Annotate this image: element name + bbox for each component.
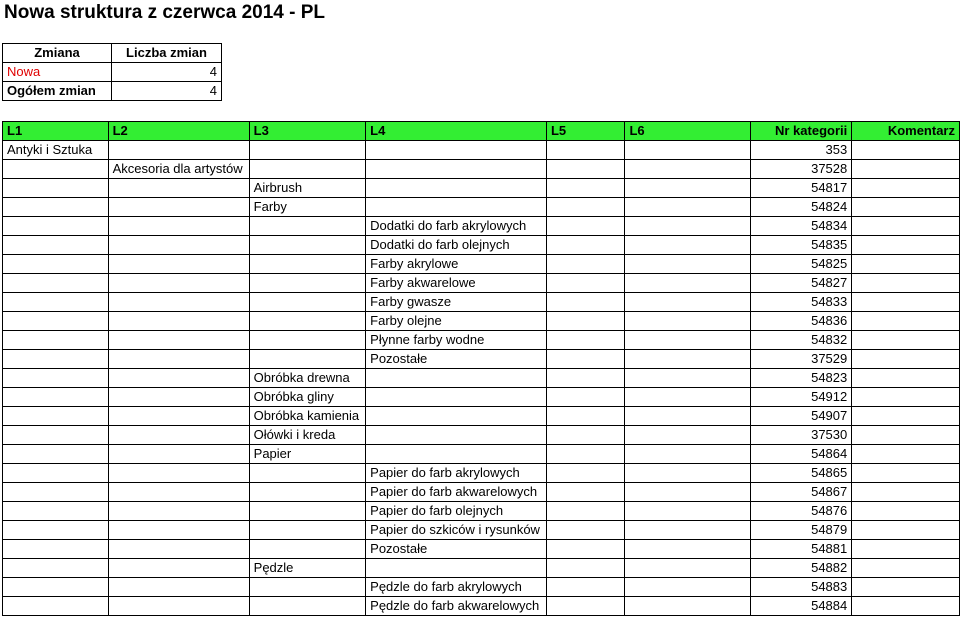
table-row — [3, 388, 960, 407]
table-row — [3, 369, 960, 388]
category-name: Antyki i Sztuka — [7, 142, 93, 157]
category-name: Farby — [253, 199, 287, 214]
category-name: Dodatki do farb olejnych — [370, 237, 510, 252]
empty-cell[interactable] — [625, 160, 750, 179]
empty-cell[interactable] — [625, 407, 750, 426]
page-title: Nowa struktura z czerwca 2014 - PL — [4, 2, 326, 23]
empty-cell[interactable] — [625, 274, 750, 293]
category-name: Farby olejne — [370, 313, 442, 328]
category-number-cell[interactable]: 353 — [750, 141, 851, 160]
empty-cell[interactable] — [366, 407, 547, 426]
empty-cell[interactable] — [108, 540, 249, 559]
summary-header-change[interactable]: Zmiana — [3, 44, 112, 63]
empty-cell[interactable] — [625, 293, 750, 312]
empty-cell[interactable] — [3, 331, 109, 350]
category-number-cell[interactable]: 54882 — [750, 559, 851, 578]
empty-cell[interactable] — [546, 559, 625, 578]
table-row — [3, 274, 960, 293]
category-name: Airbrush — [253, 180, 303, 195]
comment-cell[interactable] — [852, 559, 960, 578]
empty-cell[interactable] — [546, 578, 625, 597]
category-name: Papier do szkiców i rysunków — [370, 522, 540, 537]
category-name: Pozostałe — [370, 351, 428, 366]
empty-cell[interactable] — [366, 369, 547, 388]
empty-cell[interactable] — [108, 141, 249, 160]
comment-cell[interactable] — [852, 331, 960, 350]
empty-cell[interactable] — [108, 464, 249, 483]
empty-cell[interactable] — [3, 255, 109, 274]
category-name: Farby gwasze — [370, 294, 452, 309]
header-l5[interactable]: L5 — [546, 122, 625, 141]
empty-cell[interactable] — [546, 274, 625, 293]
empty-cell[interactable] — [625, 559, 750, 578]
empty-cell[interactable] — [3, 217, 109, 236]
category-name-cell[interactable] — [366, 312, 547, 331]
category-name: Papier — [253, 446, 292, 461]
category-name: Papier do farb akwarelowych — [370, 484, 538, 499]
category-name-cell[interactable] — [366, 540, 547, 559]
empty-cell[interactable] — [366, 179, 547, 198]
comment-cell[interactable] — [852, 198, 960, 217]
comment-cell[interactable] — [852, 540, 960, 559]
empty-cell[interactable] — [546, 141, 625, 160]
empty-cell[interactable] — [3, 540, 109, 559]
empty-cell[interactable] — [366, 141, 547, 160]
empty-cell[interactable] — [249, 540, 366, 559]
category-number-cell[interactable]: 37529 — [750, 350, 851, 369]
comment-cell[interactable] — [852, 255, 960, 274]
category-number-cell[interactable]: 54836 — [750, 312, 851, 331]
empty-cell[interactable] — [108, 407, 249, 426]
empty-cell[interactable] — [546, 255, 625, 274]
empty-cell[interactable] — [625, 445, 750, 464]
empty-cell[interactable] — [108, 255, 249, 274]
header-l4[interactable]: L4 — [366, 122, 547, 141]
empty-cell[interactable] — [249, 521, 366, 540]
empty-cell[interactable] — [546, 464, 625, 483]
category-number-cell[interactable]: 54823 — [750, 369, 851, 388]
category-number-cell[interactable]: 54912 — [750, 388, 851, 407]
empty-cell[interactable] — [108, 502, 249, 521]
comment-cell[interactable] — [852, 274, 960, 293]
table-row — [3, 521, 960, 540]
empty-cell[interactable] — [546, 312, 625, 331]
table-row — [3, 483, 960, 502]
comment-cell[interactable] — [852, 236, 960, 255]
summary-label-total[interactable]: Ogółem zmian — [3, 82, 112, 101]
comment-cell[interactable] — [852, 426, 960, 445]
category-number-cell[interactable]: 54864 — [750, 445, 851, 464]
empty-cell[interactable] — [546, 179, 625, 198]
category-number-cell[interactable]: 54833 — [750, 293, 851, 312]
empty-cell[interactable] — [366, 160, 547, 179]
category-number-cell[interactable]: 37528 — [750, 160, 851, 179]
category-number-cell[interactable]: 54832 — [750, 331, 851, 350]
table-row — [3, 293, 960, 312]
empty-cell[interactable] — [625, 464, 750, 483]
empty-cell[interactable] — [3, 388, 109, 407]
category-name: Pędzle do farb akwarelowych — [370, 598, 540, 613]
empty-cell[interactable] — [546, 160, 625, 179]
header-l6[interactable]: L6 — [625, 122, 750, 141]
empty-cell[interactable] — [108, 236, 249, 255]
category-name-cell[interactable] — [366, 331, 547, 350]
category-number-cell[interactable]: 54865 — [750, 464, 851, 483]
category-name: Dodatki do farb akrylowych — [370, 218, 527, 233]
category-name: Papier do farb akrylowych — [370, 465, 520, 480]
category-number-cell[interactable]: 54834 — [750, 217, 851, 236]
summary-header-count[interactable]: Liczba zmian — [112, 44, 222, 63]
empty-cell[interactable] — [3, 293, 109, 312]
empty-cell[interactable] — [625, 521, 750, 540]
category-number-cell[interactable]: 54867 — [750, 483, 851, 502]
empty-cell[interactable] — [3, 369, 109, 388]
header-comment[interactable]: Komentarz — [852, 122, 960, 141]
empty-cell[interactable] — [625, 502, 750, 521]
table-row — [3, 578, 960, 597]
empty-cell[interactable] — [546, 521, 625, 540]
category-name-cell[interactable] — [249, 445, 366, 464]
empty-cell[interactable] — [625, 179, 750, 198]
empty-cell[interactable] — [546, 198, 625, 217]
empty-cell[interactable] — [3, 179, 109, 198]
header-l3[interactable]: L3 — [249, 122, 366, 141]
category-number-cell[interactable]: 54883 — [750, 578, 851, 597]
empty-cell[interactable] — [108, 445, 249, 464]
table-row — [3, 597, 960, 616]
category-name-cell[interactable] — [249, 407, 366, 426]
empty-cell[interactable] — [546, 597, 625, 616]
category-table — [2, 121, 960, 616]
empty-cell[interactable] — [546, 483, 625, 502]
empty-cell[interactable] — [249, 597, 366, 616]
empty-cell[interactable] — [108, 388, 249, 407]
empty-cell[interactable] — [249, 502, 366, 521]
table-row — [3, 160, 960, 179]
category-name-cell[interactable] — [366, 521, 547, 540]
category-name-cell[interactable] — [366, 597, 547, 616]
empty-cell[interactable] — [108, 274, 249, 293]
table-row — [3, 141, 960, 160]
table-row — [3, 540, 960, 559]
empty-cell[interactable] — [3, 407, 109, 426]
comment-cell[interactable] — [852, 312, 960, 331]
empty-cell[interactable] — [108, 198, 249, 217]
category-name-cell[interactable] — [366, 483, 547, 502]
comment-cell[interactable] — [852, 502, 960, 521]
table-row — [3, 217, 960, 236]
category-name-cell[interactable] — [366, 578, 547, 597]
empty-cell[interactable] — [249, 217, 366, 236]
empty-cell[interactable] — [625, 426, 750, 445]
empty-cell[interactable] — [625, 198, 750, 217]
category-name-cell[interactable] — [249, 198, 366, 217]
summary-value-total[interactable]: 4 — [112, 82, 222, 101]
comment-cell[interactable] — [852, 217, 960, 236]
empty-cell[interactable] — [249, 464, 366, 483]
table-row — [3, 312, 960, 331]
category-name-cell[interactable] — [249, 369, 366, 388]
empty-cell[interactable] — [249, 312, 366, 331]
category-name-cell[interactable] — [249, 388, 366, 407]
category-name-cell[interactable] — [366, 274, 547, 293]
empty-cell[interactable] — [108, 179, 249, 198]
empty-cell[interactable] — [108, 350, 249, 369]
category-name-cell[interactable] — [249, 559, 366, 578]
empty-cell[interactable] — [108, 426, 249, 445]
table-row — [3, 179, 960, 198]
empty-cell[interactable] — [546, 236, 625, 255]
comment-cell[interactable] — [852, 369, 960, 388]
category-number-cell[interactable]: 54825 — [750, 255, 851, 274]
category-name-cell[interactable] — [3, 141, 109, 160]
empty-cell[interactable] — [625, 255, 750, 274]
category-number-cell[interactable]: 54884 — [750, 597, 851, 616]
empty-cell[interactable] — [625, 312, 750, 331]
category-number-cell[interactable]: 54835 — [750, 236, 851, 255]
empty-cell[interactable] — [366, 426, 547, 445]
empty-cell[interactable] — [249, 293, 366, 312]
table-row — [3, 255, 960, 274]
table-header-row — [3, 122, 960, 141]
category-name-cell[interactable] — [366, 502, 547, 521]
category-number-cell[interactable]: 54824 — [750, 198, 851, 217]
comment-cell[interactable] — [852, 179, 960, 198]
empty-cell[interactable] — [625, 578, 750, 597]
empty-cell[interactable] — [108, 331, 249, 350]
empty-cell[interactable] — [625, 369, 750, 388]
empty-cell[interactable] — [249, 236, 366, 255]
category-name: Pędzle — [253, 560, 294, 575]
empty-cell[interactable] — [546, 540, 625, 559]
table-row — [3, 236, 960, 255]
table-row — [3, 426, 960, 445]
category-name-cell[interactable] — [108, 160, 249, 179]
category-name-cell[interactable] — [366, 217, 547, 236]
empty-cell[interactable] — [366, 445, 547, 464]
header-l1[interactable]: L1 — [3, 122, 109, 141]
category-name-cell[interactable] — [249, 179, 366, 198]
empty-cell[interactable] — [366, 198, 547, 217]
category-number-cell[interactable]: 54879 — [750, 521, 851, 540]
comment-cell[interactable] — [852, 141, 960, 160]
empty-cell[interactable] — [3, 198, 109, 217]
empty-cell[interactable] — [249, 578, 366, 597]
table-row — [3, 559, 960, 578]
empty-cell[interactable] — [625, 217, 750, 236]
category-name-cell[interactable] — [249, 426, 366, 445]
comment-cell[interactable] — [852, 578, 960, 597]
category-name: Obróbka gliny — [253, 389, 334, 404]
empty-cell[interactable] — [546, 502, 625, 521]
table-row — [3, 407, 960, 426]
category-name: Płynne farby wodne — [370, 332, 485, 347]
empty-cell[interactable] — [3, 236, 109, 255]
header-l2[interactable]: L2 — [108, 122, 249, 141]
empty-cell[interactable] — [546, 407, 625, 426]
empty-cell[interactable] — [625, 388, 750, 407]
summary-value-new[interactable]: 4 — [112, 63, 222, 82]
empty-cell[interactable] — [108, 369, 249, 388]
empty-cell[interactable] — [3, 559, 109, 578]
table-row — [3, 502, 960, 521]
empty-cell[interactable] — [625, 331, 750, 350]
empty-cell[interactable] — [249, 483, 366, 502]
empty-cell[interactable] — [3, 445, 109, 464]
category-name-cell[interactable] — [366, 293, 547, 312]
category-number-cell[interactable]: 54876 — [750, 502, 851, 521]
empty-cell[interactable] — [546, 388, 625, 407]
empty-cell[interactable] — [546, 350, 625, 369]
category-name: Pozostałe — [370, 541, 428, 556]
empty-cell[interactable] — [108, 559, 249, 578]
comment-cell[interactable] — [852, 521, 960, 540]
empty-cell[interactable] — [625, 540, 750, 559]
summary-table — [2, 43, 222, 101]
comment-cell[interactable] — [852, 388, 960, 407]
empty-cell[interactable] — [546, 293, 625, 312]
category-number-cell[interactable]: 54817 — [750, 179, 851, 198]
category-name-cell[interactable] — [366, 350, 547, 369]
category-name: Papier do farb olejnych — [370, 503, 504, 518]
category-name: Obróbka drewna — [253, 370, 350, 385]
category-name: Obróbka kamienia — [253, 408, 360, 423]
empty-cell[interactable] — [366, 388, 547, 407]
category-name-cell[interactable] — [366, 464, 547, 483]
table-row — [3, 445, 960, 464]
empty-cell[interactable] — [108, 597, 249, 616]
empty-cell[interactable] — [546, 426, 625, 445]
empty-cell[interactable] — [546, 369, 625, 388]
empty-cell[interactable] — [3, 464, 109, 483]
summary-label-new[interactable]: Nowa — [3, 63, 112, 82]
header-category-number[interactable]: Nr kategorii — [750, 122, 851, 141]
comment-cell[interactable] — [852, 464, 960, 483]
category-number-cell[interactable]: 54881 — [750, 540, 851, 559]
empty-cell[interactable] — [3, 312, 109, 331]
empty-cell[interactable] — [3, 502, 109, 521]
empty-cell[interactable] — [108, 578, 249, 597]
table-row — [3, 198, 960, 217]
category-name: Akcesoria dla artystów — [112, 161, 243, 176]
category-number-cell[interactable]: 54827 — [750, 274, 851, 293]
empty-cell[interactable] — [625, 236, 750, 255]
empty-cell[interactable] — [3, 483, 109, 502]
table-row — [3, 331, 960, 350]
empty-cell[interactable] — [108, 483, 249, 502]
category-name: Farby akrylowe — [370, 256, 459, 271]
table-row — [3, 350, 960, 369]
empty-cell[interactable] — [108, 521, 249, 540]
empty-cell[interactable] — [546, 331, 625, 350]
empty-cell[interactable] — [108, 293, 249, 312]
category-name: Pędzle do farb akrylowych — [370, 579, 522, 594]
comment-cell[interactable] — [852, 160, 960, 179]
empty-cell[interactable] — [625, 483, 750, 502]
comment-cell[interactable] — [852, 445, 960, 464]
category-name: Ołówki i kreda — [253, 427, 336, 442]
empty-cell[interactable] — [249, 350, 366, 369]
category-number-cell[interactable]: 37530 — [750, 426, 851, 445]
empty-cell[interactable] — [249, 274, 366, 293]
empty-cell[interactable] — [249, 160, 366, 179]
category-name: Farby akwarelowe — [370, 275, 476, 290]
empty-cell[interactable] — [249, 331, 366, 350]
empty-cell[interactable] — [3, 578, 109, 597]
empty-cell[interactable] — [3, 521, 109, 540]
empty-cell[interactable] — [3, 350, 109, 369]
empty-cell[interactable] — [3, 160, 109, 179]
empty-cell[interactable] — [3, 274, 109, 293]
comment-cell[interactable] — [852, 483, 960, 502]
table-row — [3, 464, 960, 483]
empty-cell[interactable] — [546, 445, 625, 464]
comment-cell[interactable] — [852, 597, 960, 616]
comment-cell[interactable] — [852, 350, 960, 369]
empty-cell[interactable] — [366, 559, 547, 578]
comment-cell[interactable] — [852, 293, 960, 312]
empty-cell[interactable] — [108, 217, 249, 236]
empty-cell[interactable] — [546, 217, 625, 236]
category-name-cell[interactable] — [366, 255, 547, 274]
empty-cell[interactable] — [625, 141, 750, 160]
category-number-cell[interactable]: 54907 — [750, 407, 851, 426]
comment-cell[interactable] — [852, 407, 960, 426]
empty-cell[interactable] — [625, 350, 750, 369]
empty-cell[interactable] — [249, 255, 366, 274]
empty-cell[interactable] — [3, 426, 109, 445]
empty-cell[interactable] — [249, 141, 366, 160]
empty-cell[interactable] — [108, 312, 249, 331]
empty-cell[interactable] — [3, 597, 109, 616]
empty-cell[interactable] — [625, 597, 750, 616]
category-name-cell[interactable] — [366, 236, 547, 255]
